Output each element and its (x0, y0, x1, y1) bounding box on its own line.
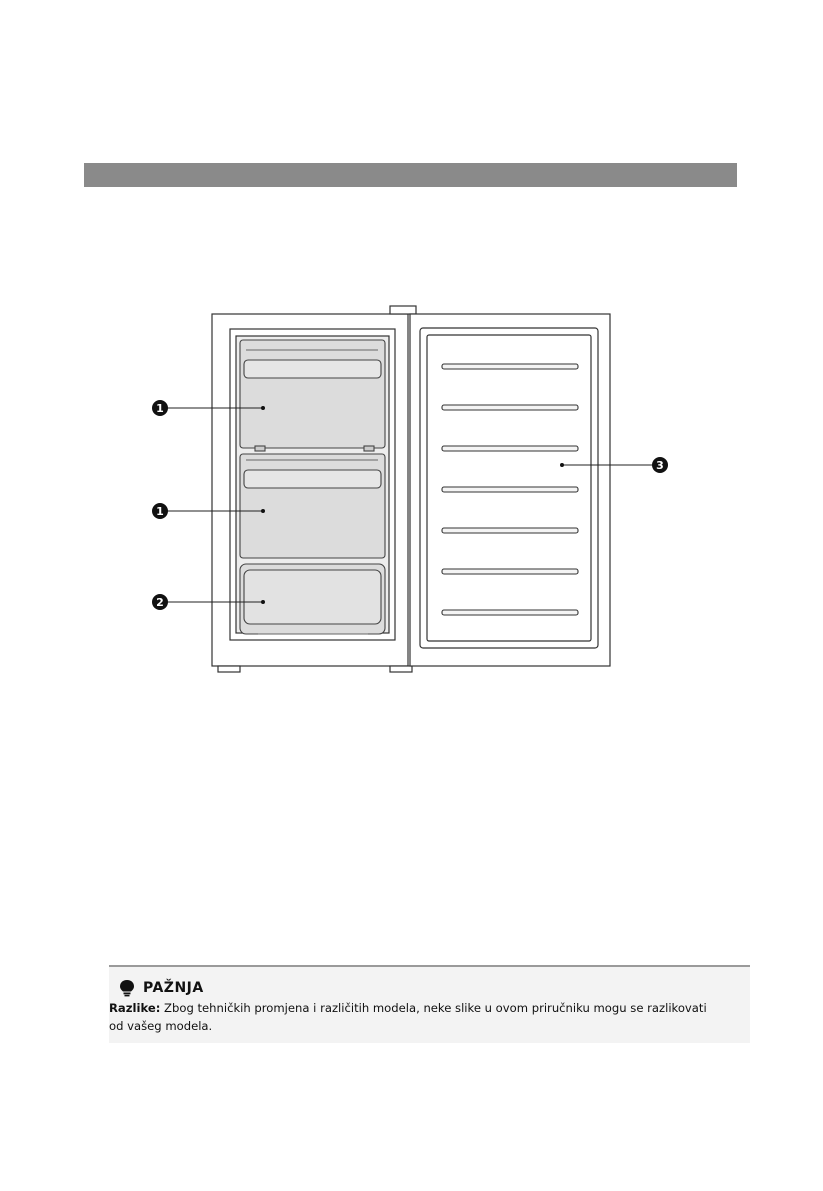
lightbulb-icon (119, 979, 135, 997)
notice-title: PAŽNJA (143, 980, 204, 996)
notice-heading (119, 979, 204, 997)
drawer-middle (240, 454, 385, 558)
caution-notice (109, 965, 750, 1043)
freezer-diagram (140, 298, 700, 680)
drawer-bottom (240, 564, 385, 634)
svg-text:2: 2 (156, 596, 164, 609)
notice-label: Razlike: (109, 1001, 161, 1015)
svg-text:1: 1 (156, 402, 164, 415)
callout-3-door (652, 457, 668, 473)
notice-text-line2: od vašeg modela. (109, 1019, 213, 1033)
svg-text:1: 1 (156, 505, 164, 518)
callout-1-middle (152, 503, 168, 519)
notice-body (109, 999, 750, 1035)
callout-2-bottom (152, 594, 168, 610)
notice-text-line1: Zbog tehničkih promjena i različitih modela, neke slike u ovom priručniku mogu se razlikovati (160, 1001, 707, 1015)
section-header-bar (84, 163, 737, 187)
drawer-upper (240, 340, 385, 451)
freezer-illustration (140, 298, 700, 680)
svg-text:3: 3 (656, 459, 664, 472)
callout-1-upper (152, 400, 168, 416)
